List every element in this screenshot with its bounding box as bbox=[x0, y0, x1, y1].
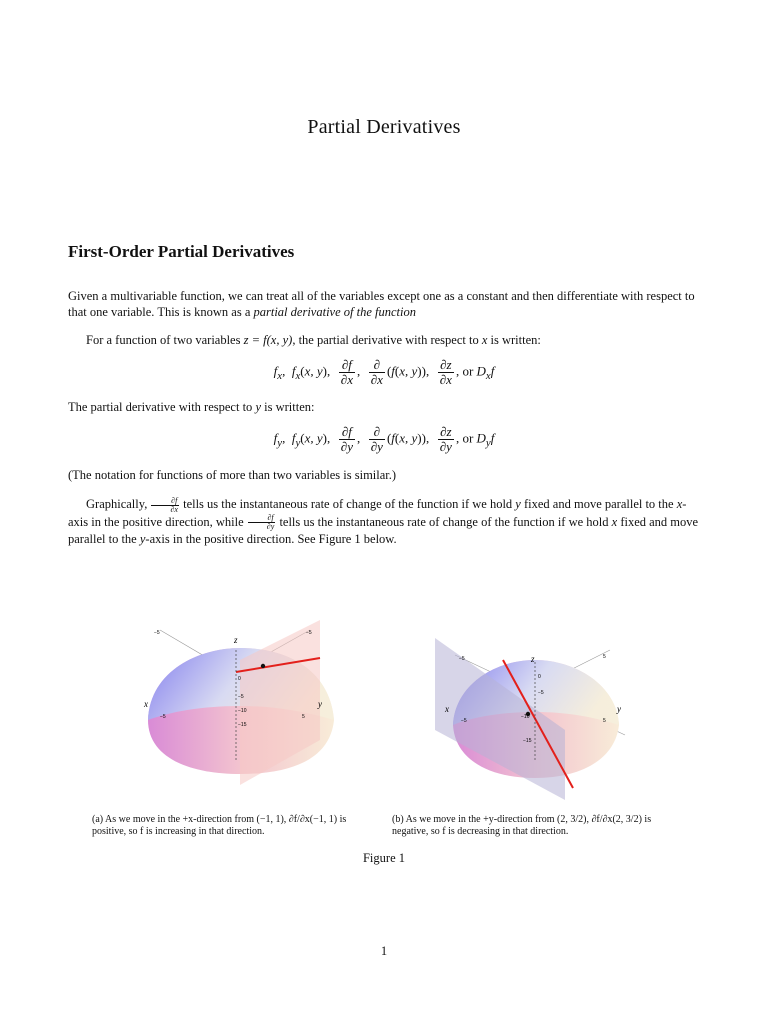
para2-text-c: is written: bbox=[487, 333, 541, 347]
paragraph-wrt-y bbox=[68, 399, 702, 415]
fig-a-label-y: y bbox=[318, 699, 322, 709]
paragraph-graphically bbox=[68, 496, 702, 547]
figure-a-surface-plot bbox=[130, 610, 350, 800]
para5-var4: y bbox=[139, 532, 146, 547]
fig-b-label-x: x bbox=[445, 704, 449, 714]
eq2-frac-dz: $\frac{\partial z}{\partial y}$ bbox=[439, 424, 452, 454]
eq1-frac-dz: $\frac{\partial z}{\partial x}$ bbox=[439, 357, 452, 387]
eq1-den-3: x bbox=[446, 372, 452, 387]
eq2-den-1: y bbox=[347, 439, 353, 454]
fig-a-tick-minus10: −10 bbox=[238, 708, 247, 714]
eq1-den-1: x bbox=[347, 372, 353, 387]
fig-a-label-x: x bbox=[144, 699, 148, 709]
fig-a-tick-minus15: −15 bbox=[238, 722, 247, 728]
para2-var: x bbox=[481, 333, 488, 347]
fig-b-corner-1: −5 bbox=[459, 656, 465, 662]
eq2-frac-df: $\frac{\partial f}{\partial y}$ bbox=[340, 424, 353, 454]
eq2-sub-2: y bbox=[295, 437, 301, 450]
para5-text-d: -axis in the positive direction, while bbox=[68, 497, 687, 529]
eq1-den-2: x bbox=[377, 372, 383, 387]
fig-a-corner-1: −5 bbox=[154, 630, 160, 636]
paragraph-notation: (The notation for functions of more than two variables is similar.) bbox=[68, 468, 397, 482]
figure-a-caption: (a) As we move in the +x-direction from (−1, 1), ∂f/∂x(−1, 1) is positive, so f is increasing in that direction. bbox=[92, 814, 347, 837]
page-number: 1 bbox=[380, 944, 388, 958]
equation-fy: $f_y$, $f_y(x$, y), $\frac{\partial f}{\partial y}$ , $\frac{\partial}{\partial y}$ (f(x, y)), $\frac{\partial z}{\partial y}$ , or $D_yf$ bbox=[273, 424, 495, 454]
para2-math: z = f(x, y) bbox=[243, 333, 293, 347]
fig-b-tick-minus10: −10 bbox=[521, 714, 530, 720]
intro-emphasis: partial derivative of the function bbox=[253, 305, 416, 319]
fig-b-label-z: z bbox=[531, 654, 535, 664]
paragraph-intro bbox=[68, 288, 702, 320]
eq2-den-2: y bbox=[377, 439, 383, 454]
para3-text-b: is written: bbox=[261, 400, 315, 414]
para5-text-g: -axis in the positive direction. See Figure 1 below. bbox=[145, 532, 397, 547]
eq2-sub-1: y bbox=[277, 437, 283, 450]
figure-label: Figure 1 bbox=[362, 851, 405, 865]
eq2-sub-3: y bbox=[485, 437, 491, 450]
eq2-frac-d: $\frac{\partial}{\partial y}$ bbox=[370, 424, 383, 454]
inline-frac-dfdx: $\frac{\partial f}{\partial x}$ bbox=[151, 497, 179, 514]
equation-fx: $f_x$, $f_x(x$, y), $\frac{\partial f}{\partial x}$ , $\frac{\partial}{\partial x}$ (f(x, y)), $\frac{\partial z}{\partial x}$ , or $D_xf$ bbox=[273, 357, 495, 387]
figure-b-caption: (b) As we move in the +y-direction from (2, 3/2), ∂f/∂x(2, 3/2) is negative, so f is decreasing in that direction. bbox=[392, 814, 652, 837]
paragraph-two-variables bbox=[68, 332, 702, 348]
fig-b-tick-minus15: −15 bbox=[523, 738, 532, 744]
section-heading: First-Order Partial Derivatives bbox=[68, 242, 295, 261]
fig-b-corner-3: −5 bbox=[461, 718, 467, 724]
fig-b-corner-4: 5 bbox=[603, 718, 606, 724]
eq1-frac-df: $\frac{\partial f}{\partial x}$ bbox=[340, 357, 353, 387]
para3-var: y bbox=[255, 400, 261, 414]
eq2-den-3: y bbox=[446, 439, 452, 454]
para5-text-e: tells us the instantaneous rate of change of the function if we hold bbox=[276, 514, 612, 529]
para5-text-f: fixed and move parallel to the bbox=[68, 514, 699, 547]
fig-a-corner-2: −5 bbox=[306, 630, 312, 636]
para5-text-c: fixed and move parallel to the bbox=[520, 497, 677, 511]
para2-text-a: For a function of two variables bbox=[86, 333, 244, 347]
figure-b-surface-plot bbox=[425, 610, 645, 800]
para5-var2: x bbox=[676, 497, 683, 511]
fig-a-label-z: z bbox=[234, 635, 238, 645]
fig-a-plane bbox=[240, 620, 320, 785]
fig-b-tick-0: 0 bbox=[538, 674, 541, 680]
para2-text-b: , the partial derivative with respect to bbox=[292, 333, 482, 347]
para3-text-a: The partial derivative with respect to bbox=[68, 400, 256, 414]
eq2-or: or bbox=[462, 430, 474, 446]
fig-b-corner-2: 5 bbox=[603, 654, 606, 660]
para5-text-b: tells us the instantaneous rate of change of the function if we hold bbox=[179, 497, 516, 511]
fig-a-corner-4: 5 bbox=[302, 714, 305, 720]
intro-text: Given a multivariable function, we can treat all of the variables except one as a constant and then differentiate with respect to that one variable. This is known as a bbox=[68, 289, 695, 319]
fig-a-tick-0: 0 bbox=[238, 676, 241, 682]
fig-a-tick-minus5: −5 bbox=[238, 694, 244, 700]
page-title: Partial Derivatives bbox=[307, 116, 461, 138]
fig-a-point bbox=[261, 664, 265, 668]
fig-a-corner-3: −5 bbox=[160, 714, 166, 720]
eq1-sub-2: x bbox=[295, 370, 301, 383]
fig-b-tick-minus5: −5 bbox=[538, 690, 544, 696]
fig-b-label-y: y bbox=[617, 704, 621, 714]
para5-var1: y bbox=[515, 497, 521, 511]
eq1-sub-3: x bbox=[485, 370, 491, 383]
eq1-sub-1: x bbox=[277, 370, 283, 383]
inline-frac-dfdy: $\frac{\partial f}{\partial y}$ bbox=[248, 514, 276, 531]
para5-text-a: Graphically, bbox=[86, 497, 151, 511]
para5-var3: x bbox=[611, 514, 618, 529]
eq1-or: or bbox=[462, 363, 474, 379]
eq1-frac-d: $\frac{\partial}{\partial x}$ bbox=[370, 357, 383, 387]
